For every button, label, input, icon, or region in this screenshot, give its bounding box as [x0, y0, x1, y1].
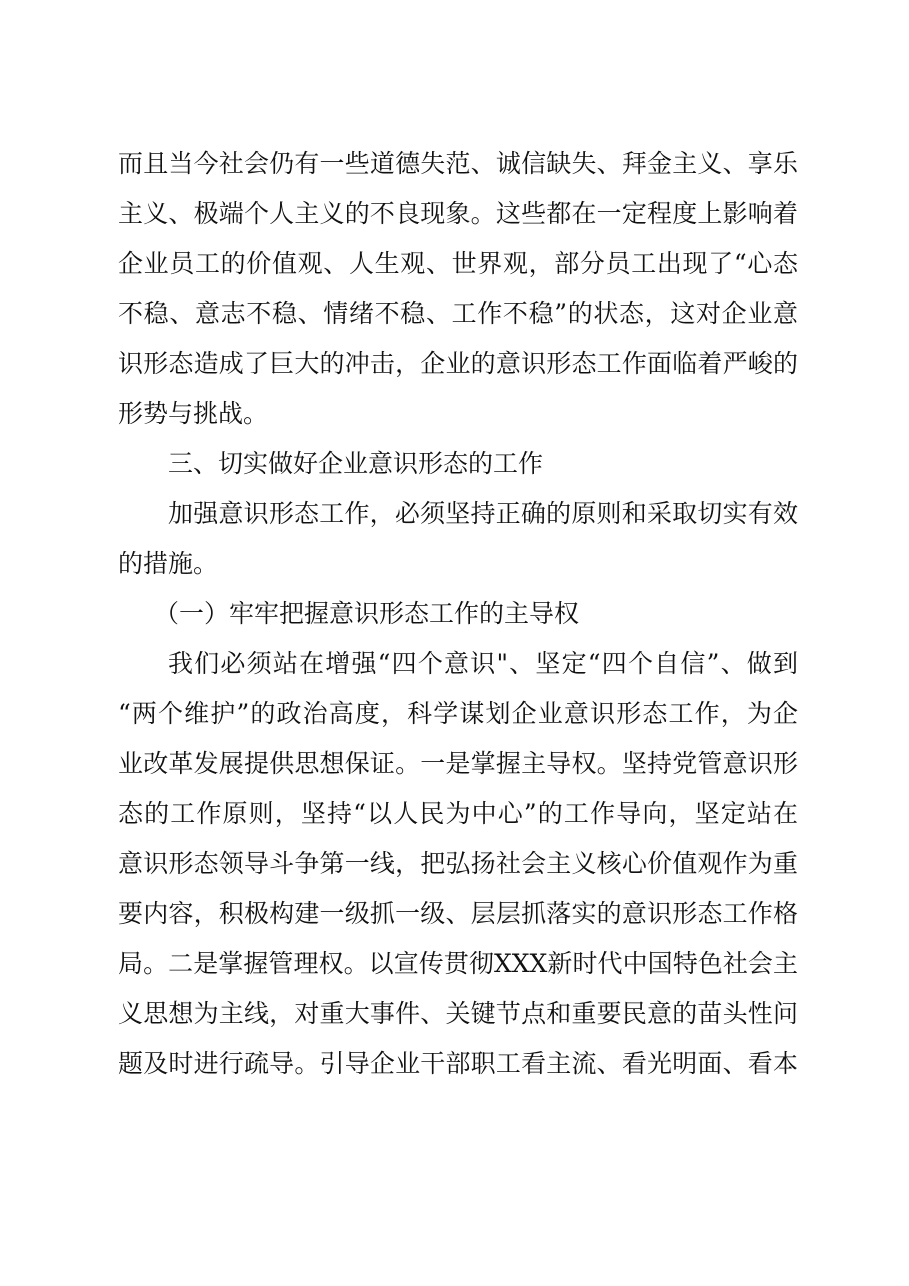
paragraph-line: “两个维护”的政治高度，科学谋划企业意识形态工作，为企: [118, 699, 798, 728]
paragraph-line: 态的工作原则，坚持“以人民为中心”的工作导向，坚定站在: [118, 799, 798, 828]
section-heading: 三、切实做好企业意识形态的工作: [168, 449, 544, 478]
paragraph-line: 业改革发展提供思想保证。一是掌握主导权。坚持党管意识形: [118, 749, 798, 778]
paragraph-line: 形势与挑战。: [118, 399, 269, 428]
paragraph-line: 义思想为主线，对重大事件、关键节点和重要民意的苗头性问: [118, 999, 798, 1028]
document-body: [118, 144, 798, 1084]
paragraph-line: 不稳、意志不稳、情绪不稳、工作不稳”的状态，这对企业意: [118, 299, 798, 328]
paragraph-line: 要内容，积极构建一级抓一级、层层抓落实的意识形态工作格: [118, 899, 798, 928]
paragraph-line: 而且当今社会仍有一些道德失范、诚信缺失、拜金主义、享乐: [118, 149, 798, 178]
paragraph-line: 题及时进行疏导。引导企业干部职工看主流、看光明面、看本: [118, 1049, 798, 1078]
paragraph-line: 加强意识形态工作，必须坚持正确的原则和采取切实有效: [168, 499, 798, 528]
paragraph-line: 我们必须站在增强“四个意识"、坚定“四个自信”、做到: [168, 649, 798, 678]
paragraph-line: 企业员工的价值观、人生观、世界观，部分员工出现了“心态: [118, 249, 798, 278]
paragraph-line: 主义、极端个人主义的不良现象。这些都在一定程度上影响着: [118, 199, 798, 228]
paragraph-line: 局。二是掌握管理权。以宣传贯彻XXX新时代中国特色社会主: [118, 949, 798, 978]
paragraph-line: 的措施。: [118, 549, 219, 578]
subsection-heading: （一）牢牢把握意识形态工作的主导权: [154, 599, 580, 628]
paragraph-line: 意识形态领导斗争第一线，把弘扬社会主义核心价值观作为重: [118, 849, 798, 878]
paragraph-line: 识形态造成了巨大的冲击，企业的意识形态工作面临着严峻的: [118, 349, 798, 378]
